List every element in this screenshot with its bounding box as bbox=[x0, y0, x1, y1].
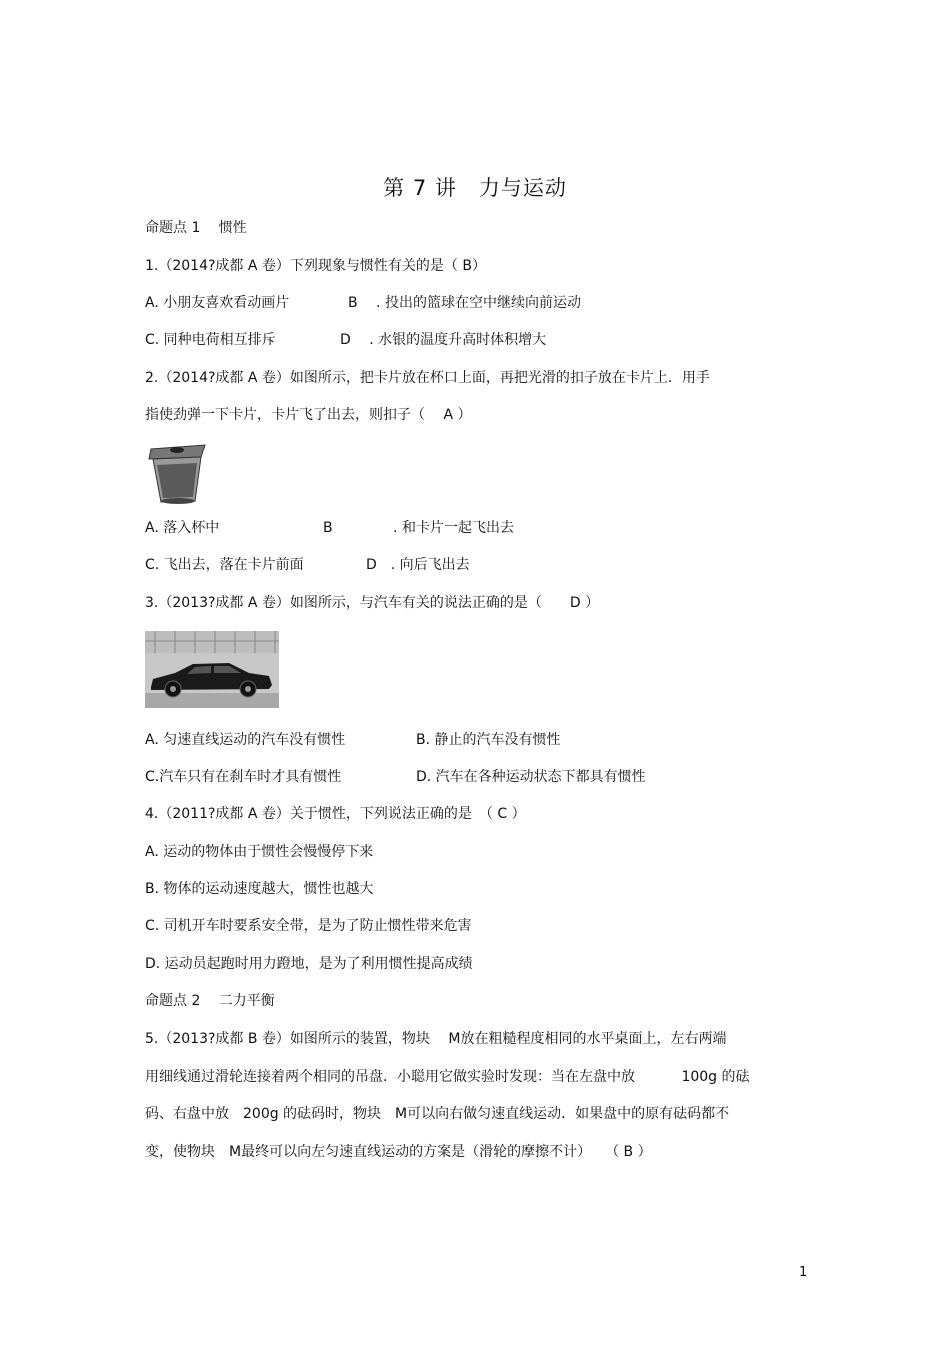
question-3-option-a: A. 匀速直线运动的汽车没有惯性 bbox=[145, 732, 346, 748]
question-4-option-b: B. 物体的运动速度越大，惯性也越大 bbox=[145, 881, 374, 897]
question-3-stem: 3.（2013?成都 A 卷）如图所示，与汽车有关的说法正确的是（ D ） bbox=[145, 595, 600, 611]
question-1-option-a: A. 小朋友喜欢看动画片 bbox=[145, 295, 290, 311]
question-4-option-c: C. 司机开车时要系安全带，是为了防止惯性带来危害 bbox=[145, 918, 472, 934]
section-heading-1: 命题点 1 惯性 bbox=[145, 220, 247, 236]
question-2-option-b: B . 和卡片一起飞出去 bbox=[323, 520, 514, 536]
car-photo-figure bbox=[145, 631, 279, 708]
question-4-option-a: A. 运动的物体由于惯性会慢慢停下来 bbox=[145, 844, 374, 860]
question-2-options-ab bbox=[145, 518, 514, 538]
question-2-option-d: D . 向后飞出去 bbox=[366, 557, 470, 573]
question-3-options-ab bbox=[145, 730, 561, 750]
section-heading-2: 命题点 2 二力平衡 bbox=[145, 993, 275, 1009]
cup-card-figure bbox=[147, 441, 209, 507]
question-2-option-a: A. 落入杯中 bbox=[145, 520, 220, 536]
question-3-option-b: B. 静止的汽车没有惯性 bbox=[416, 732, 561, 748]
question-4-option-d: D. 运动员起跑时用力蹬地，是为了利用惯性提高成绩 bbox=[145, 956, 473, 972]
question-1-options-cd bbox=[145, 330, 547, 350]
question-1-option-b: B . 投出的篮球在空中继续向前运动 bbox=[348, 295, 581, 311]
question-5-line1: 5.（2013?成都 B 卷）如图所示的装置，物块 M放在粗糙程度相同的水平桌面上，左右两端 bbox=[145, 1031, 727, 1047]
page-title: 第 7 讲 力与运动 bbox=[383, 176, 567, 200]
question-2-option-c: C. 飞出去，落在卡片前面 bbox=[145, 557, 304, 573]
question-2-stem-line1: 2.（2014?成都 A 卷）如图所示，把卡片放在杯口上面，再把光滑的扣子放在卡片上．用手 bbox=[145, 370, 710, 386]
question-3-option-c: C.汽车只有在刹车时才具有惯性 bbox=[145, 769, 342, 785]
question-1-stem: 1.（2014?成都 A 卷）下列现象与惯性有关的是（ B） bbox=[145, 258, 486, 274]
question-1-option-d: D . 水银的温度升高时体积增大 bbox=[340, 332, 547, 348]
question-5-line2: 用细线通过滑轮连接着两个相同的吊盘．小聪用它做实验时发现：当在左盘中放 100g 的砝 bbox=[145, 1069, 750, 1085]
question-3-option-d: D. 汽车在各种运动状态下都具有惯性 bbox=[416, 769, 646, 785]
question-4-stem: 4.（2011?成都 A 卷）关于惯性，下列说法正确的是 （ C ） bbox=[145, 806, 526, 822]
question-2-options-cd bbox=[145, 555, 470, 575]
question-5-line4: 变，使物块 M最终可以向左匀速直线运动的方案是（滑轮的摩擦不计） （ B ） bbox=[145, 1144, 652, 1160]
question-3-options-cd bbox=[145, 767, 646, 787]
page-number: 1 bbox=[799, 1265, 808, 1280]
question-1-options-ab bbox=[145, 293, 581, 313]
question-2-stem-line2: 指使劲弹一下卡片，卡片飞了出去，则扣子（ A ） bbox=[145, 407, 472, 423]
question-1-option-c: C. 同种电荷相互排斥 bbox=[145, 332, 276, 348]
question-5-line3: 码、右盘中放 200g 的砝码时，物块 M可以向右做匀速直线运动．如果盘中的原有砝码都不 bbox=[145, 1106, 730, 1122]
